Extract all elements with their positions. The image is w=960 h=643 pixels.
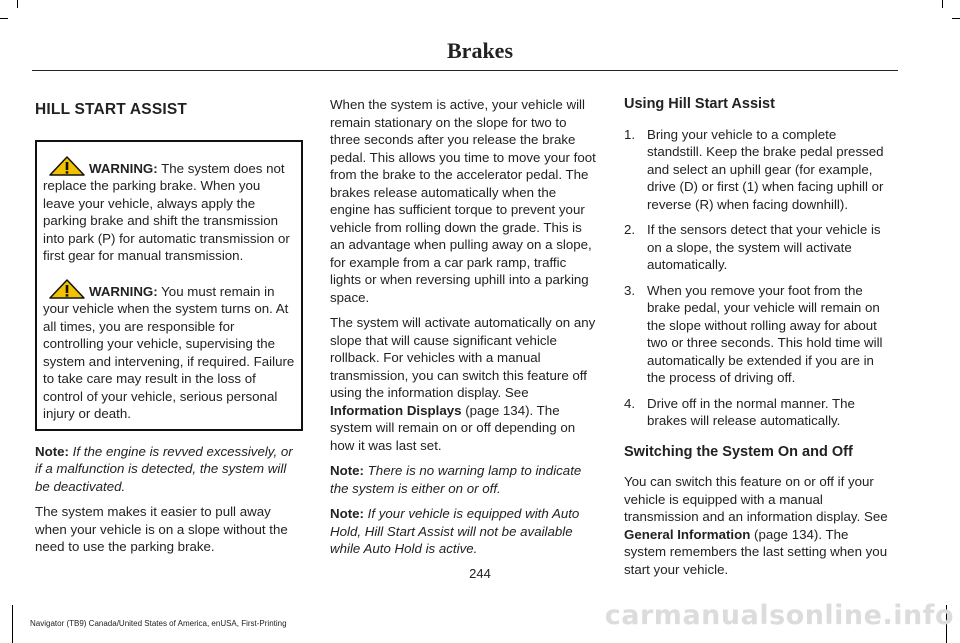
step-number: 3.	[624, 282, 636, 298]
body-paragraph	[330, 314, 598, 454]
step-number: 4.	[624, 395, 636, 411]
note-paragraph	[330, 505, 598, 558]
body-text: (page 134). The system remembers the last setting when you start your vehicle.	[624, 526, 888, 577]
crop-mark-top-left-v	[17, 0, 18, 8]
warning-triangle-icon	[49, 156, 85, 176]
section-heading: HILL START ASSIST	[35, 101, 188, 118]
list-item	[624, 395, 892, 430]
page-header-title: Brakes	[447, 38, 513, 63]
warning-box	[35, 140, 303, 431]
steps-list	[624, 126, 892, 430]
warning-triangle-icon	[49, 279, 85, 299]
watermark: carmanualsonline.info	[604, 600, 954, 631]
crop-mark-top-right-h	[952, 18, 960, 19]
list-item	[624, 126, 892, 214]
warning-paragraph-2	[43, 279, 295, 423]
note-paragraph	[330, 462, 598, 497]
footer-text: Navigator (TB9) Canada/United States of America, enUSA, First-Printing	[30, 619, 287, 628]
warning-label: WARNING:	[89, 160, 158, 176]
body-text: The system will activate automatically on any slope that will cause significant vehicle rollback. For vehicles with a manual transmission, you can switch this feature off using the information display. See	[330, 315, 596, 400]
warning-label: WARNING:	[89, 283, 158, 299]
middle-column	[330, 96, 598, 566]
right-column	[624, 96, 892, 586]
page-number: 244	[469, 566, 491, 581]
step-text: When you remove your foot from the brake pedal, your vehicle will remain on the slope without rolling away for about two or three seconds. This hold time will automatically be extended if you are in the process of driving off.	[647, 282, 883, 385]
step-text: If the sensors detect that your vehicle is on a slope, the system will activate automatically.	[647, 222, 881, 272]
subsection-heading: Using Hill Start Assist	[624, 96, 775, 112]
cross-reference-link[interactable]: General Information	[624, 526, 751, 542]
note-paragraph	[35, 443, 303, 496]
list-item	[624, 282, 892, 387]
body-paragraph: The system makes it easier to pull away when your vehicle is on a slope without the need to use the parking brake.	[35, 504, 288, 554]
warning-paragraph-1	[43, 156, 295, 265]
body-paragraph: When the system is active, your vehicle will remain stationary on the slope for two to three seconds after you release the brake pedal. This allows you time to move your foot from the brake to the accelerator pedal. The brakes release automatically when the engine has sufficient torque to prevent your vehicle from rolling down the grade. This is an advantage when pulling away on a slope, for example from a car park ramp, traffic lights or when reversing uphill into a parking space.	[330, 97, 596, 305]
note-label: Note:	[330, 463, 364, 478]
note-text: If the engine is revved excessively, or if a malfunction is detected, the system will be deactivated.	[35, 443, 293, 494]
note-label: Note:	[35, 443, 69, 459]
note-label: Note:	[330, 506, 364, 521]
note-text: There is no warning lamp to indicate the system is either on or off.	[330, 463, 582, 496]
note-text: If your vehicle is equipped with Auto Hold, Hill Start Assist will not be available while Auto Hold is active.	[330, 506, 580, 556]
list-item	[624, 221, 892, 274]
cross-reference-link[interactable]: Information Displays	[330, 402, 462, 418]
warning-text: You must remain in your vehicle when the system turns on. At all times, you are responsible for controlling your vehicle, supervising the system and intervening, if required. Failure to take care may result in the loss of control of your vehicle, serious personal injury or death.	[43, 283, 295, 421]
body-text: You can switch this feature on or off if your vehicle is equipped with a manual transmission and an information display. See	[624, 474, 888, 524]
body-text: (page 134). The system will remain on or off depending on how it was last set.	[330, 402, 576, 453]
subsection-heading: Switching the System On and Off	[624, 443, 853, 460]
left-column	[35, 96, 303, 564]
crop-mark-top-right-v	[942, 0, 943, 8]
step-number: 1.	[624, 126, 636, 142]
crop-mark-bottom-left-v	[12, 605, 13, 643]
body-paragraph	[624, 473, 892, 578]
step-text: Drive off in the normal manner. The brakes will release automatically.	[647, 395, 855, 428]
step-text: Bring your vehicle to a complete standstill. Keep the brake pedal pressed and select an uphill gear (for example, drive (D) or first (1) when facing uphill or reverse (R) when facing downhill).	[647, 126, 884, 212]
header-rule	[32, 70, 898, 71]
crop-mark-top-left-h	[0, 18, 8, 19]
warning-text: The system does not replace the parking brake. When you leave your vehicle, always apply the parking brake and shift the transmission into park (P) for automatic transmission or first gear for manual transmission.	[43, 160, 290, 263]
step-number: 2.	[624, 222, 636, 237]
